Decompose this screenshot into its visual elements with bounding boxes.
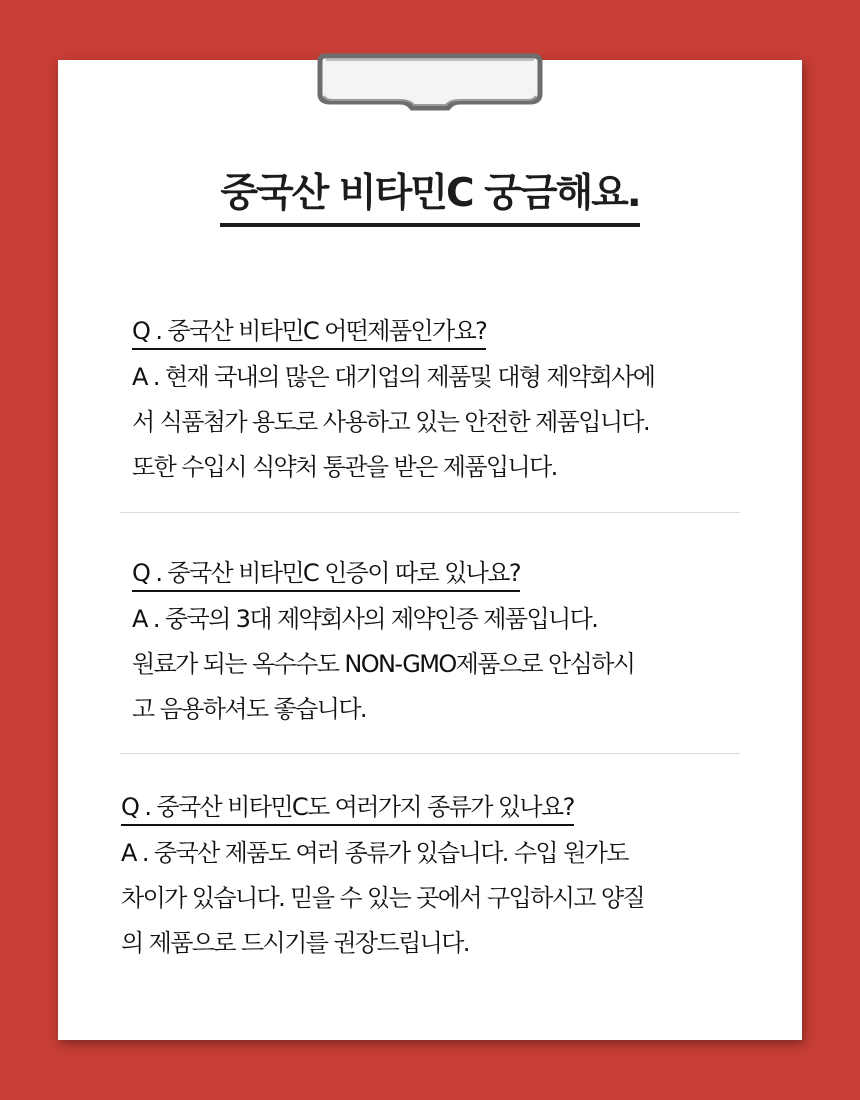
faq-question: Q . 중국산 비타민C 어떤제품인가요? [132, 314, 486, 350]
faq-answer-line: A . 현재 국내의 많은 대기업의 제품및 대형 제약회사에 [132, 363, 655, 391]
faq-answer-line: A . 중국의 3대 제약회사의 제약인증 제품입니다. [132, 605, 598, 633]
faq-answer-line: 의 제품으로 드시기를 권장드립니다. [121, 929, 469, 957]
page-title [0, 170, 860, 227]
divider [120, 753, 740, 754]
divider [120, 512, 740, 513]
faq-question: Q . 중국산 비타민C도 여러가지 종류가 있나요? [121, 790, 574, 826]
clipboard-clip-icon [316, 50, 544, 112]
faq-answer-line: 원료가 되는 옥수수도 NON-GMO제품으로 안심하시 [132, 650, 635, 678]
faq-item [121, 790, 644, 966]
faq-answer-line: 서 식품첨가 용도로 사용하고 있는 안전한 제품입니다. [132, 408, 650, 436]
faq-answer-line: 차이가 있습니다. 믿을 수 있는 곳에서 구입하시고 양질 [121, 884, 645, 912]
faq-answer-line: 고 음용하셔도 좋습니다. [132, 695, 366, 723]
faq-answer-line: 또한 수입시 식약처 통관을 받은 제품입니다. [132, 453, 557, 481]
faq-question: Q . 중국산 비타민C 인증이 따로 있나요? [132, 556, 520, 592]
faq-item [132, 556, 634, 732]
faq-item [132, 314, 654, 490]
faq-answer-line: A . 중국산 제품도 여러 종류가 있습니다. 수입 원가도 [121, 839, 628, 867]
page-title-text: 중국산 비타민C 궁금해요. [220, 170, 639, 227]
